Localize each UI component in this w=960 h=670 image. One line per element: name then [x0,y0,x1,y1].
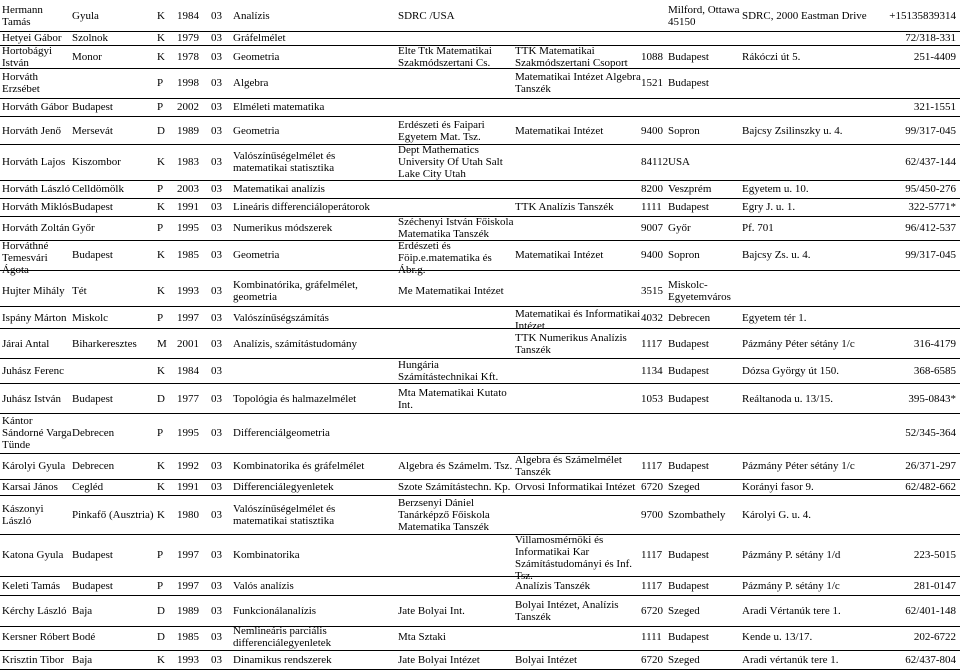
cell-name: Horváth Erzsébet [2,71,40,95]
cell-city: Budapest [72,393,113,405]
cell-inst1: Me Matematikai Intézet [398,285,504,297]
cell-town: Veszprém [668,183,712,195]
cell-phone: 62/482-662 [905,481,956,493]
cell-year: 1989 [177,125,199,137]
table-row [0,98,960,116]
table-row [0,68,960,98]
table-row [0,479,960,495]
cell-t: P [157,77,164,89]
cell-topic: Kombinatorika [233,549,300,561]
cell-topic: Analízis [233,10,270,22]
table-row [0,31,960,45]
cell-year: 2003 [177,183,199,195]
row-divider [0,383,960,384]
table-row [0,596,960,626]
cell-code: 03 [211,125,222,137]
cell-code: 03 [211,51,222,63]
cell-zip: 84112 [641,156,669,168]
cell-t: K [157,460,165,472]
cell-topic: Gráfelmélet [233,32,286,44]
row-divider [0,306,960,307]
cell-code: 03 [211,249,222,261]
cell-street: Dózsa György út 150. [742,365,839,377]
cell-phone: 26/371-297 [905,460,956,472]
cell-name: Hujter Mihály [2,285,65,297]
cell-town: Budapest [668,631,709,643]
cell-name: Kászonyi László [2,503,44,527]
cell-code: 03 [211,338,222,350]
cell-topic: Differenciálegyenletek [233,481,334,493]
cell-inst1: Mta Sztaki [398,631,446,643]
cell-phone: 322-5771* [908,201,956,213]
table-row [0,534,960,582]
cell-street: Bajcsy Zsilinszky u. 4. [742,125,843,137]
cell-street: Károlyi G. u. 4. [742,509,812,521]
cell-name: Kántor Sándorné Varga Tünde [2,415,72,451]
cell-name: Kersner Róbert [2,631,70,643]
cell-topic: Geometria [233,51,280,63]
table-row [0,650,960,669]
cell-zip: 1053 [641,393,663,405]
cell-topic: Nemlineáris parciális differenciálegyenletek [233,625,332,649]
cell-town: Szombathely [668,509,726,521]
cell-street: Egyetem u. 10. [742,183,809,195]
cell-phone: 96/412-537 [905,222,956,234]
table-row [0,216,960,240]
cell-phone: 95/450-276 [905,183,956,195]
cell-inst2: TTK Matematikai Szakmódszertani Csoport [515,45,628,69]
cell-inst1: Berzsenyi Dániel Tanárképző Főiskola Matematika Tanszék [398,497,490,533]
cell-city: Kiszombor [72,156,121,168]
cell-year: 1979 [177,32,199,44]
cell-city: Tét [72,285,87,297]
cell-code: 03 [211,10,222,22]
cell-topic: Lineáris differenciáloperátorok [233,201,370,213]
cell-code: 03 [211,312,222,324]
cell-zip: 1111 [641,201,662,213]
cell-zip: 9400 [641,125,663,137]
table-row [0,413,960,453]
cell-town: Budapest [668,393,709,405]
cell-inst2: Bolyai Intézet, Analízis Tanszék [515,599,619,623]
cell-city: Baja [72,605,93,617]
cell-town: Budapest [668,201,709,213]
cell-town: Debrecen [668,312,711,324]
cell-t: D [157,631,165,643]
cell-topic: Matematikai analízis [233,183,325,195]
cell-year: 1991 [177,201,199,213]
cell-t: K [157,10,165,22]
cell-street: Kende u. 13/17. [742,631,813,643]
cell-year: 1995 [177,427,199,439]
cell-city: Mersevát [72,125,113,137]
cell-inst2: Matematikai Intézet [515,125,604,137]
cell-town: Budapest [668,549,709,561]
cell-phone: 316-4179 [913,338,956,350]
cell-inst2: Analízis Tanszék [515,580,591,592]
cell-zip: 1117 [641,460,663,472]
cell-zip: 6720 [641,605,663,617]
cell-inst1: Erdészeti és Faipari Egyetem Mat. Tsz. [398,119,485,143]
cell-topic: Kombinatorika és gráfelmélet [233,460,365,472]
cell-town: Győr [668,222,691,234]
cell-code: 03 [211,549,222,561]
cell-zip: 4032 [641,312,663,324]
cell-topic: Valószínűségszámítás [233,312,329,324]
row-divider [0,270,960,271]
cell-street: Aradi vértanúk tere 1. [742,654,839,666]
row-divider [0,116,960,117]
cell-t: P [157,580,164,592]
cell-inst1: Jate Bolyai Intézet [398,654,480,666]
cell-inst2: Milford, Ottawa 45150 [668,4,740,28]
cell-town: Miskolc- Egyetemváros [668,279,731,303]
table-row [0,624,960,650]
cell-city: Monor [72,51,102,63]
cell-code: 03 [211,427,222,439]
cell-town: Budapest [668,51,709,63]
cell-t: K [157,249,165,261]
cell-city: Pinkafő (Ausztria) [72,509,154,521]
cell-phone: 62/437-804 [905,654,956,666]
cell-year: 1993 [177,285,199,297]
cell-city: Budapest [72,201,113,213]
cell-city: Szolnok [72,32,109,44]
cell-t: K [157,51,165,63]
cell-t: P [157,427,164,439]
cell-name: Horváth Jenő [2,125,61,137]
cell-code: 03 [211,365,222,377]
cell-year: 1980 [177,509,199,521]
cell-town: Budapest [668,365,709,377]
cell-year: 1983 [177,156,199,168]
cell-inst2: Algebra és Számelmélet Tanszék [515,454,622,478]
cell-town: Budapest [668,338,709,350]
cell-code: 03 [211,156,222,168]
cell-city: Celldömölk [72,183,124,195]
cell-year: 1978 [177,51,199,63]
cell-phone: 62/401-148 [905,605,956,617]
cell-zip: 1521 [641,77,663,89]
cell-name: Horváthné Temesvári Ágota [2,240,49,276]
cell-town: Budapest [668,580,709,592]
cell-year: 1997 [177,312,199,324]
cell-t: K [157,481,165,493]
table-row [0,496,960,534]
cell-street: Pázmány P. sétány 1/c [742,580,840,592]
cell-topic: Numerikus módszerek [233,222,333,234]
cell-town: Sopron [668,125,700,137]
cell-phone: 223-5015 [913,549,956,561]
cell-code: 03 [211,580,222,592]
cell-city: Cegléd [72,481,104,493]
cell-inst2: TTK Analízis Tanszék [515,201,614,213]
cell-year: 1992 [177,460,199,472]
cell-zip: 1111 [641,631,662,643]
cell-street: Aradi Vértanúk tere 1. [742,605,841,617]
cell-inst1: Algebra és Számelm. Tsz. [398,460,513,472]
cell-zip: 3515 [641,285,663,297]
cell-town: Szeged [668,481,700,493]
cell-street: Pázmány Péter sétány 1/c [742,338,855,350]
cell-topic: Valószínűségelmélet és matematikai statisztika [233,150,336,174]
cell-t: D [157,125,165,137]
cell-code: 03 [211,222,222,234]
cell-zip: 9700 [641,509,663,521]
cell-code: 03 [211,631,222,643]
cell-zip: 6720 [641,654,663,666]
cell-t: P [157,312,164,324]
cell-code: 03 [211,460,222,472]
cell-code: 03 [211,654,222,666]
cell-topic: Elméleti matematika [233,101,325,113]
cell-name: Horváth Gábor [2,101,69,113]
cell-topic: Geometria [233,249,280,261]
cell-city: Baja [72,654,93,666]
cell-inst2: Matematikai Intézet [515,249,604,261]
cell-year: 1985 [177,249,199,261]
cell-t: K [157,32,165,44]
cell-inst1: Széchenyi István Főiskola Matematika Tanszék [398,216,514,240]
cell-name: Horváth Lajos [2,156,66,168]
cell-street: Pázmány Péter sétány 1/c [742,460,855,472]
cell-name: Juhász Ferenc [2,365,65,377]
cell-city: Debrecen [72,427,115,439]
cell-year: 1993 [177,654,199,666]
cell-topic: Geometria [233,125,280,137]
cell-name: Horváth Zoltán [2,222,70,234]
cell-phone: 368-6585 [913,365,956,377]
cell-inst2: Matematikai Intézet Algebra Tanszék [515,71,641,95]
cell-year: 1995 [177,222,199,234]
cell-inst2: Villamosmérnöki és Informatikai Kar Számítástudományi és Inf. Tsz. [515,534,633,582]
table-row [0,198,960,216]
cell-zip: 1134 [641,365,663,377]
row-divider [0,328,960,329]
cell-phone: 251-4409 [913,51,956,63]
cell-phone: 395-0843* [908,393,956,405]
cell-inst1: Szote Számítástechn. Kp. [398,481,511,493]
cell-inst1: Dept Mathematics University Of Utah Salt Lake City Utah [398,144,503,180]
cell-topic: Algebra [233,77,269,89]
cell-name: Horváth Miklós [2,201,72,213]
cell-year: 1977 [177,393,199,405]
cell-name: Katona Gyula [2,549,64,561]
cell-t: K [157,201,165,213]
table-row [0,118,960,144]
cell-t: K [157,509,165,521]
cell-t: D [157,393,165,405]
cell-t: M [157,338,167,350]
cell-inst1: Jate Bolyai Int. [398,605,465,617]
cell-code: 03 [211,509,222,521]
cell-street: Egyetem tér 1. [742,312,807,324]
cell-phone: 321-1551 [913,101,956,113]
cell-year: 1997 [177,580,199,592]
cell-year: 1991 [177,481,199,493]
cell-phone: 52/345-364 [905,427,956,439]
cell-street: Pázmány P. sétány 1/d [742,549,841,561]
cell-zip: 1117 [641,338,663,350]
cell-topic: Differenciálgeometria [233,427,330,439]
cell-inst1: Hungária Számítástechnikai Kft. [398,359,499,383]
cell-name: Ispány Márton [2,312,67,324]
cell-inst1: Mta Matematikai Kutato Int. [398,387,507,411]
table-row [0,144,960,180]
cell-inst2: Bolyai Intézet [515,654,578,666]
cell-topic: Valószínűségelmélet és matematikai statisztika [233,503,336,527]
cell-name: Károlyi Gyula [2,460,66,472]
cell-city: Debrecen [72,460,115,472]
cell-town: Szeged [668,605,700,617]
cell-city: Gyula [72,10,99,22]
cell-year: 1985 [177,631,199,643]
cell-inst2: Matematikai és Informatikai Intézet [515,308,641,332]
cell-zip: 9400 [641,249,663,261]
cell-code: 03 [211,481,222,493]
cell-zip: 6720 [641,481,663,493]
cell-code: 03 [211,285,222,297]
cell-street: Pf. 701 [742,222,774,234]
cell-city: Budapest [72,580,113,592]
cell-year: 2001 [177,338,199,350]
cell-city: Győr [72,222,95,234]
cell-street: Reáltanoda u. 13/15. [742,393,834,405]
cell-code: 03 [211,201,222,213]
cell-code: 03 [211,393,222,405]
cell-t: P [157,222,164,234]
cell-street: Bajcsy Zs. u. 4. [742,249,811,261]
cell-name: Hermann Tamás [2,4,43,28]
table-row [0,240,960,276]
cell-t: K [157,654,165,666]
cell-year: 1989 [177,605,199,617]
table-row [0,276,960,306]
cell-zip: 1117 [641,580,663,592]
cell-zip: 9007 [641,222,663,234]
cell-topic: Kombinatórika, gráfelmélet, geometria [233,279,358,303]
cell-phone: 62/437-144 [905,156,956,168]
cell-year: 1997 [177,549,199,561]
cell-city: Biharkeresztes [72,338,137,350]
cell-year: 1984 [177,365,199,377]
cell-phone: +15135839314 [889,10,956,22]
cell-code: 03 [211,183,222,195]
cell-zip: 1088 [641,51,663,63]
cell-zip: 1117 [641,549,663,561]
cell-zip: 8200 [641,183,663,195]
cell-topic: Valós analízis [233,580,294,592]
cell-town: Budapest [668,77,709,89]
cell-name: Hetyei Gábor [2,32,62,44]
cell-year: 1998 [177,77,199,89]
cell-phone: 99/317-045 [905,249,956,261]
cell-code: 03 [211,77,222,89]
cell-town: USA [668,156,691,168]
cell-phone: 72/318-331 [905,32,956,44]
cell-city: Bodé [72,631,96,643]
cell-city: Budapest [72,249,113,261]
cell-name: Horváth László [2,183,71,195]
cell-t: K [157,285,165,297]
cell-street: Egry J. u. 1. [742,201,796,213]
cell-inst2: TTK Numerikus Analízis Tanszék [515,332,627,356]
table-row [0,308,960,332]
cell-city: Miskolc [72,312,109,324]
cell-year: 1984 [177,10,199,22]
cell-topic: Funkcionálanalízis [233,605,317,617]
cell-city: Budapest [72,549,113,561]
cell-name: Keleti Tamás [2,580,60,592]
cell-inst1: SDRC /USA [398,10,455,22]
cell-name: Karsai János [2,481,58,493]
cell-t: P [157,183,164,195]
cell-t: D [157,605,165,617]
cell-topic: Analízis, számítástudomány [233,338,358,350]
cell-town: Szeged [668,654,700,666]
table-row [0,180,960,198]
cell-phone: 99/317-045 [905,125,956,137]
cell-code: 03 [211,32,222,44]
cell-street: Rákóczi út 5. [742,51,801,63]
cell-t: P [157,549,164,561]
table-row [0,453,960,479]
cell-phone: 202-6722 [913,631,956,643]
cell-name: Krisztin Tibor [2,654,65,666]
cell-code: 03 [211,101,222,113]
cell-topic: Dinamikus rendszerek [233,654,332,666]
table-row [0,577,960,595]
cell-code: 03 [211,605,222,617]
cell-street: Korányi fasor 9. [742,481,814,493]
cell-name: Hortobágyi István [2,45,53,69]
cell-town: Budapest [668,460,709,472]
cell-addr: SDRC, 2000 Eastman Drive [742,10,867,22]
table-row [0,330,960,358]
cell-t: K [157,156,165,168]
table-row [0,385,960,413]
cell-phone: 281-0147 [913,580,956,592]
cell-town: Sopron [668,249,700,261]
table-row [0,45,960,68]
cell-name: Juhász István [2,393,61,405]
table-row [0,358,960,383]
cell-inst1: Erdészeti és Föip.e.matematika és Ábr.g. [398,240,492,276]
cell-name: Kérchy László [2,605,67,617]
cell-inst2: Orvosi Informatikai Intézet [515,481,636,493]
table-row [0,0,960,31]
cell-t: K [157,365,165,377]
cell-name: Járai Antal [2,338,50,350]
cell-inst1: Elte Ttk Matematikai Szakmódszertani Cs. [398,45,492,69]
cell-year: 2002 [177,101,199,113]
cell-t: P [157,101,164,113]
cell-topic: Topológia és halmazelmélet [233,393,357,405]
cell-city: Budapest [72,101,113,113]
